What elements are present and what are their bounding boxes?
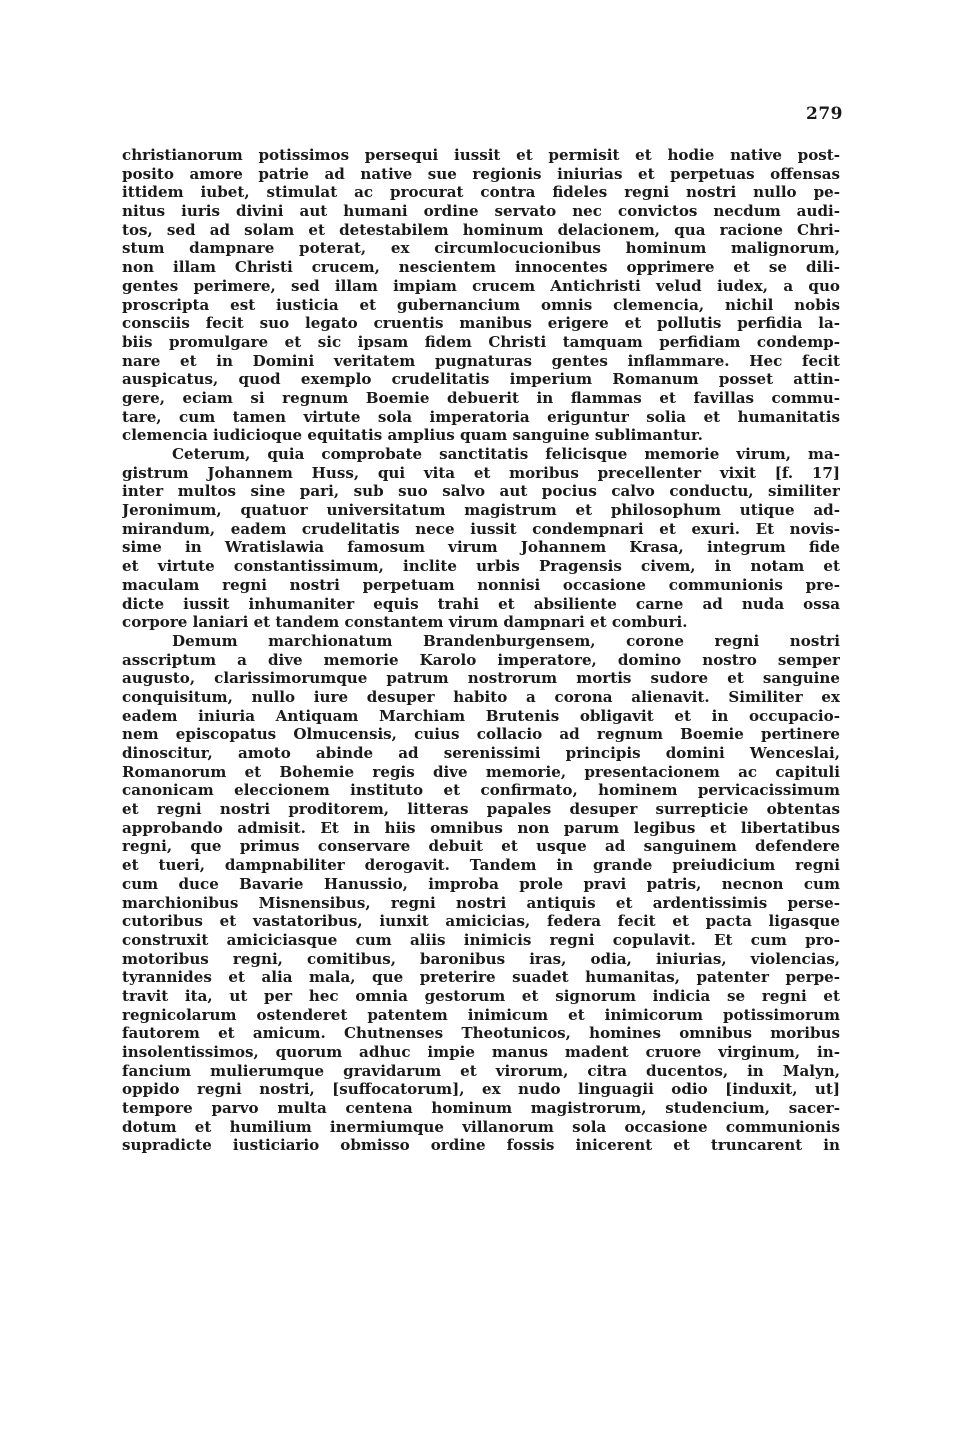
text-line: dotum et humilium inermiumque villanorum sola occasione communionis [122,1117,840,1136]
text-line: proscripta est iusticia et gubernancium omnis clemencia, nichil nobis [122,295,840,314]
body-text [122,146,840,1155]
text-line: consciis fecit suo legato cruentis manibus erigere et pollutis perfidia la- [122,314,840,333]
text-line: canonicam eleccionem instituto et confirmato, hominem pervicacissimum [122,781,840,800]
text-line: conquisitum, nullo iure desuper habito a corona alienavit. Similiter ex [122,687,840,706]
text-line: motoribus regni, comitibus, baronibus iras, odia, iniurias, violencias, [122,949,840,968]
text-line: marchionibus Misnensibus, regni nostri antiquis et ardentissimis perse- [122,893,840,912]
page-number: 279 [806,104,843,124]
text-line: ittidem iubet, stimulat ac procurat contra fideles regni nostri nullo pe- [122,183,840,202]
text-line: Romanorum et Bohemie regis dive memorie, presentacionem ac capituli [122,762,840,781]
text-line: dinoscitur, amoto abinde ad serenissimi principis domini Wenceslai, [122,744,840,762]
text-line: cutoribus et vastatoribus, iunxit amicicias, federa fecit et pacta ligasque [122,912,840,931]
text-line: cum duce Bavarie Hanussio, improba prole pravi patris, necnon cum [122,874,840,893]
text-line: fancium mulierumque gravidarum et virorum, citra ducentos, in Malyn, [122,1061,840,1080]
text-line: mirandum, eadem crudelitatis nece iussit condempnari et exuri. Et novis- [122,519,840,538]
text-line: inter multos sine pari, sub suo salvo aut pocius calvo conductu, similiter [122,482,840,501]
text-line: clemencia iudicioque equitatis amplius quam sanguine sublimantur. [122,426,703,445]
paragraph-start-line: Ceterum, quia comprobate sanctitatis felicisque memorie virum, ma- [172,445,840,463]
text-line: gentes perimere, sed illam impiam crucem Antichristi velud iudex, a quo [122,276,840,295]
text-line: insolentissimos, quorum adhuc impie manus madent cruore virginum, in- [122,1043,840,1061]
text-line: biis promulgare et sic ipsam fidem Christi tamquam perfidiam condemp- [122,332,840,351]
text-line: regni, que primus conservare debuit et usque ad sanguinem defendere [122,837,840,856]
text-line: maculam regni nostri perpetuam nonnisi occasione communionis pre- [122,575,840,594]
text-line: supradicte iusticiario obmisso ordine fossis inicerent et truncarent in [122,1136,840,1155]
text-line: regnicolarum ostenderet patentem inimicum et inimicorum potissimorum [122,1005,840,1024]
text-line: oppido regni nostri, [suffocatorum], ex nudo linguagii odio [induxit, ut] [122,1080,840,1099]
text-line: christianorum potissimos persequi iussit et permisit et hodie native post- [122,146,840,164]
text-line: posito amore patrie ad native sue regionis iniurias et perpetuas offensas [122,164,840,183]
text-line: nem episcopatus Olmucensis, cuius collacio ad regnum Boemie pertinere [122,725,840,744]
text-line: Jeronimum, quatuor universitatum magistrum et philosophum utique ad- [122,501,840,520]
text-line: corpore laniari et tandem constantem virum dampnari et comburi. [122,613,688,632]
text-line: tare, cum tamen virtute sola imperatoria eriguntur solia et humanitatis [122,407,840,426]
text-line: gere, eciam si regnum Boemie debuerit in flammas et favillas commu- [122,388,840,407]
text-line: asscriptum a dive memorie Karolo imperatore, domino nostro semper [122,650,840,669]
text-line: tyrannides et alia mala, que preterire suadet humanitas, patenter perpe- [122,968,840,987]
text-line: nitus iuris divini aut humani ordine servato nec convictos necdum audi- [122,202,840,221]
text-line: nare et in Domini veritatem pugnaturas gentes inflammare. Hec fecit [122,351,840,370]
text-line: et regni nostri proditorem, litteras papales desuper surrepticie obtentas [122,800,840,819]
text-line: non illam Christi crucem, nescientem innocentes opprimere et se dili- [122,258,840,277]
text-line: dicte iussit inhumaniter equis trahi et absiliente carne ad nuda ossa [122,594,840,613]
text-line: approbando admisit. Et in hiis omnibus non parum legibus et libertatibus [122,818,840,837]
text-line: tempore parvo multa centena hominum magistrorum, studencium, sacer- [122,1099,840,1118]
text-line: eadem iniuria Antiquam Marchiam Brutenis obligavit et in occupacio- [122,706,840,725]
text-line: auspicatus, quod exemplo crudelitatis imperium Romanum posset attin- [122,370,840,389]
text-line: sime in Wratislawia famosum virum Johannem Krasa, integrum fide [122,538,840,557]
text-line: et tueri, dampnabiliter derogavit. Tandem in grande preiudicium regni [122,856,840,875]
text-line: et virtute constantissimum, inclite urbis Pragensis civem, in notam et [122,557,840,576]
text-line: augusto, clarissimorumque patrum nostrorum mortis sudore et sanguine [122,669,840,688]
text-line: stum dampnare poterat, ex circumlocucionibus hominum malignorum, [122,239,840,258]
text-line: gistrum Johannem Huss, qui vita et moribus precellenter vixit [f. 17] [122,463,840,482]
text-line: travit ita, ut per hec omnia gestorum et signorum indicia se regni et [122,986,840,1005]
paragraph-start-line: Demum marchionatum Brandenburgensem, corone regni nostri [172,631,840,650]
text-line: construxit amiciciasque cum aliis inimicis regni copulavit. Et cum pro- [122,930,840,949]
text-line: tos, sed ad solam et detestabilem hominum delacionem, qua racione Chri- [122,220,840,239]
text-line: fautorem et amicum. Chutnenses Theotunicos, homines omnibus moribus [122,1024,840,1043]
